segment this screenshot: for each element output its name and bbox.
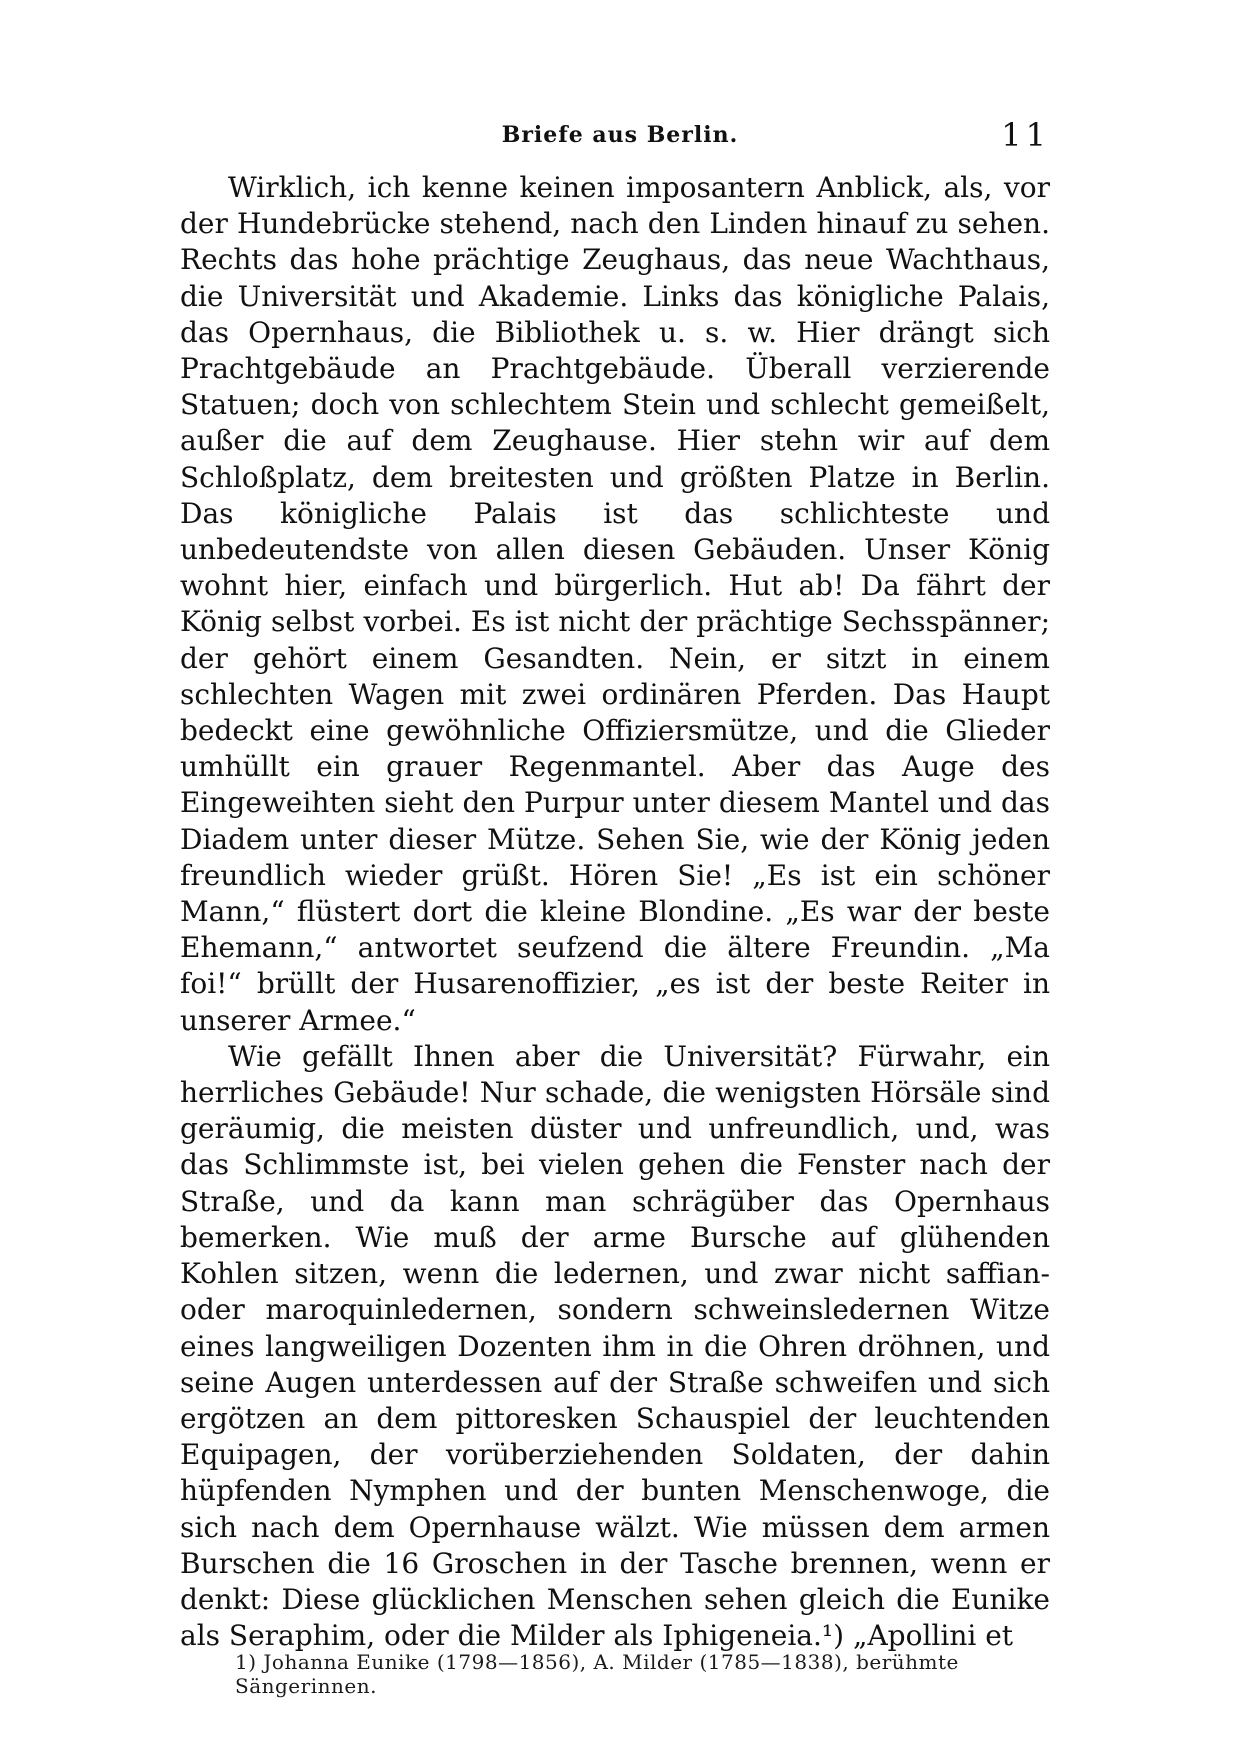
paragraph: Wie gefällt Ihnen aber die Universität? Fürwahr, ein herrliches Gebäude! Nur schade, die wenigsten Hörsäle sind geräumig, die meisten düster und unfreundlich, und, was das Schlimmste ist, bei vielen gehen die Fenster nach der Straße, und da kann man schrägüber das Opernhaus bemerken. Wie muß der arme Bursche auf glühenden Kohlen sitzen, wenn die ledernen, und zwar nicht saffian- oder maroquinledernen, sondern schweinsledernen Witze eines langweiligen Dozenten ihm in die Ohren dröhnen, und seine Augen unterdessen auf der Straße schweifen und sich ergötzen an dem pittoresken Schauspiel der leuchtenden Equipagen, der vorüberziehenden Soldaten, der dahin hüpfenden Nymphen und der bunten Menschenwoge, die sich nach dem Opernhause wälzt. Wie müssen dem armen Burschen die 16 Groschen in der Tasche brennen, wenn er denkt: Diese glücklichen Menschen sehen gleich die Eunike als Seraphim, oder die Milder als Iphigeneia.¹) „Apollini et bbox=[180, 1039, 1050, 1653]
footnote: 1) Johanna Eunike (1798—1856), A. Milder (1785—1838), berühmte Sängerinnen. bbox=[235, 1650, 959, 1698]
page-number: 11 bbox=[1001, 116, 1050, 154]
running-header bbox=[180, 118, 1060, 158]
body-text bbox=[180, 170, 1050, 1654]
running-title: Briefe aus Berlin. bbox=[501, 122, 739, 148]
paragraph: Wirklich, ich kenne keinen imposantern Anblick, als, vor der Hundebrücke stehend, nach den Linden hinauf zu sehen. Rechts das hohe prächtige Zeughaus, das neue Wachthaus, die Universität und Akademie. Links das königliche Palais, das Opernhaus, die Bibliothek u. s. w. Hier drängt sich Prachtgebäude an Prachtgebäude. Überall verzierende Statuen; doch von schlechtem Stein und schlecht gemeißelt, außer die auf dem Zeughause. Hier stehn wir auf dem Schloßplatz, dem breitesten und größten Platze in Berlin. Das königliche Palais ist das schlichteste und unbedeutendste von allen diesen Gebäuden. Unser König wohnt hier, einfach und bürgerlich. Hut ab! Da fährt der König selbst vorbei. Es ist nicht der prächtige Sechsspänner; der gehört einem Gesandten. Nein, er sitzt in einem schlechten Wagen mit zwei ordinären Pferden. Das Haupt bedeckt eine gewöhnliche Offiziersmütze, und die Glieder umhüllt ein grauer Regenmantel. Aber das Auge des Eingeweihten sieht den Purpur unter diesem Mantel und das Diadem unter dieser Mütze. Sehen Sie, wie der König jeden freundlich wieder grüßt. Hören Sie! „Es ist ein schöner Mann,“ flüstert dort die kleine Blondine. „Es war der beste Ehemann,“ antwortet seufzend die ältere Freundin. „Ma foi!“ brüllt der Husarenoffizier, „es ist der beste Reiter in unserer Armee.“ bbox=[180, 171, 1050, 1037]
